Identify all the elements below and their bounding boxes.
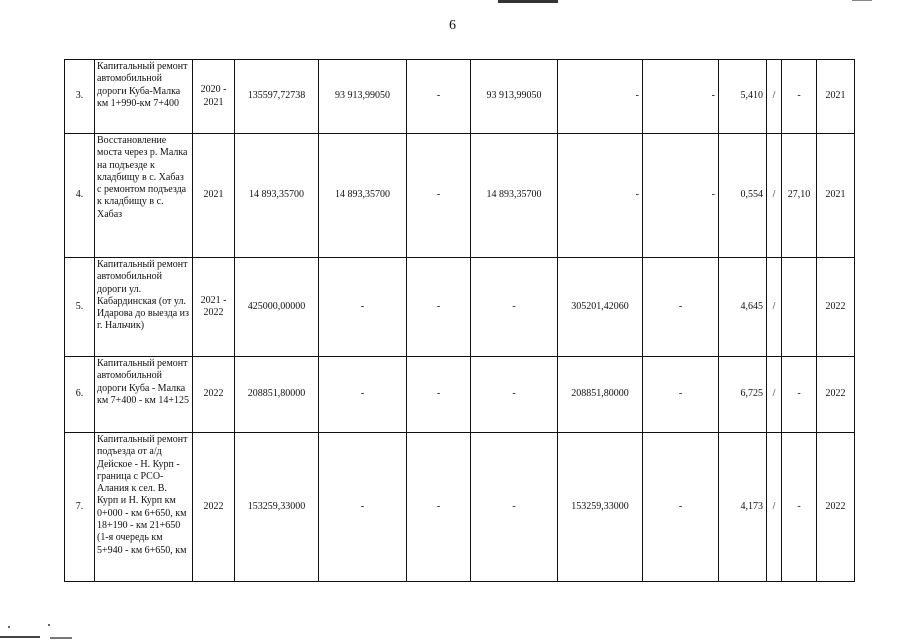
extra-value: 27,10 bbox=[782, 134, 817, 258]
slash-separator: / bbox=[767, 258, 782, 357]
scan-mark-top bbox=[498, 0, 558, 3]
value-1: - bbox=[319, 357, 407, 433]
object-name: Капитальный ремонт автомобильной дороги Куба - Малка км 7+400 - км 14+125 bbox=[95, 357, 193, 433]
value-1: 93 913,99050 bbox=[319, 60, 407, 134]
object-name: Капитальный ремонт подъезда от а/д Дейское - Н. Курп - граница с РСО-Алания к сел. В. Курп и Н. Курп км 0+000 - км 6+650, км 18+190 - км 21+650 (1-я очередь км 5+940 - км 6+650, км bbox=[95, 433, 193, 582]
period-years: 2021 bbox=[193, 134, 235, 258]
total-cost: 425000,00000 bbox=[235, 258, 319, 357]
value-2: - bbox=[407, 258, 471, 357]
completion-year: 2021 bbox=[817, 60, 855, 134]
value-2: - bbox=[407, 60, 471, 134]
page-number: 6 bbox=[449, 18, 456, 33]
row-number: 4. bbox=[65, 134, 95, 258]
slash-separator: / bbox=[767, 134, 782, 258]
total-cost: 208851,80000 bbox=[235, 357, 319, 433]
slash-separator: / bbox=[767, 357, 782, 433]
table-row bbox=[65, 258, 855, 357]
slash-separator: / bbox=[767, 433, 782, 582]
value-2: - bbox=[407, 357, 471, 433]
period-years: 2020 - 2021 bbox=[193, 60, 235, 134]
value-5: - bbox=[643, 258, 719, 357]
completion-year: 2021 bbox=[817, 134, 855, 258]
projects-table bbox=[64, 59, 855, 582]
completion-year: 2022 bbox=[817, 258, 855, 357]
value-3: 93 913,99050 bbox=[471, 60, 558, 134]
value-3: 14 893,35700 bbox=[471, 134, 558, 258]
length-km: 4,173 bbox=[719, 433, 767, 582]
row-number: 5. bbox=[65, 258, 95, 357]
value-4: 153259,33000 bbox=[558, 433, 643, 582]
length-km: 6,725 bbox=[719, 357, 767, 433]
table-row bbox=[65, 357, 855, 433]
value-5: - bbox=[643, 134, 719, 258]
table-row bbox=[65, 134, 855, 258]
value-5: - bbox=[643, 357, 719, 433]
row-number: 3. bbox=[65, 60, 95, 134]
scan-mark-top-right bbox=[852, 0, 872, 1]
object-name: Капитальный ремонт автомобильной дороги ул. Кабардинская (от ул. Идарова до выезда из г. Нальчик) bbox=[95, 258, 193, 357]
value-2: - bbox=[407, 433, 471, 582]
total-cost: 14 893,35700 bbox=[235, 134, 319, 258]
period-years: 2022 bbox=[193, 433, 235, 582]
completion-year: 2022 bbox=[817, 433, 855, 582]
extra-value: - bbox=[782, 433, 817, 582]
row-number: 6. bbox=[65, 357, 95, 433]
value-5: - bbox=[643, 60, 719, 134]
row-number: 7. bbox=[65, 433, 95, 582]
extra-value: - bbox=[782, 60, 817, 134]
value-1: - bbox=[319, 258, 407, 357]
length-km: 5,410 bbox=[719, 60, 767, 134]
value-5: - bbox=[643, 433, 719, 582]
value-4: - bbox=[558, 134, 643, 258]
scan-marks-bottom bbox=[0, 622, 140, 640]
value-3: - bbox=[471, 258, 558, 357]
value-3: - bbox=[471, 357, 558, 433]
value-4: 208851,80000 bbox=[558, 357, 643, 433]
value-1: 14 893,35700 bbox=[319, 134, 407, 258]
value-3: - bbox=[471, 433, 558, 582]
value-1: - bbox=[319, 433, 407, 582]
extra-value bbox=[782, 258, 817, 357]
completion-year: 2022 bbox=[817, 357, 855, 433]
total-cost: 135597,72738 bbox=[235, 60, 319, 134]
table-row bbox=[65, 433, 855, 582]
slash-separator: / bbox=[767, 60, 782, 134]
period-years: 2021 - 2022 bbox=[193, 258, 235, 357]
object-name: Капитальный ремонт автомобильной дороги Куба-Малка км 1+990-км 7+400 bbox=[95, 60, 193, 134]
value-4: - bbox=[558, 60, 643, 134]
value-2: - bbox=[407, 134, 471, 258]
length-km: 0,554 bbox=[719, 134, 767, 258]
length-km: 4,645 bbox=[719, 258, 767, 357]
total-cost: 153259,33000 bbox=[235, 433, 319, 582]
object-name: Восстановление моста через р. Малка на подъезде к кладбищу в с. Хабаз с ремонтом подъезда к кладбищу в с. Хабаз bbox=[95, 134, 193, 258]
table-row bbox=[65, 60, 855, 134]
value-4: 305201,42060 bbox=[558, 258, 643, 357]
period-years: 2022 bbox=[193, 357, 235, 433]
extra-value: - bbox=[782, 357, 817, 433]
